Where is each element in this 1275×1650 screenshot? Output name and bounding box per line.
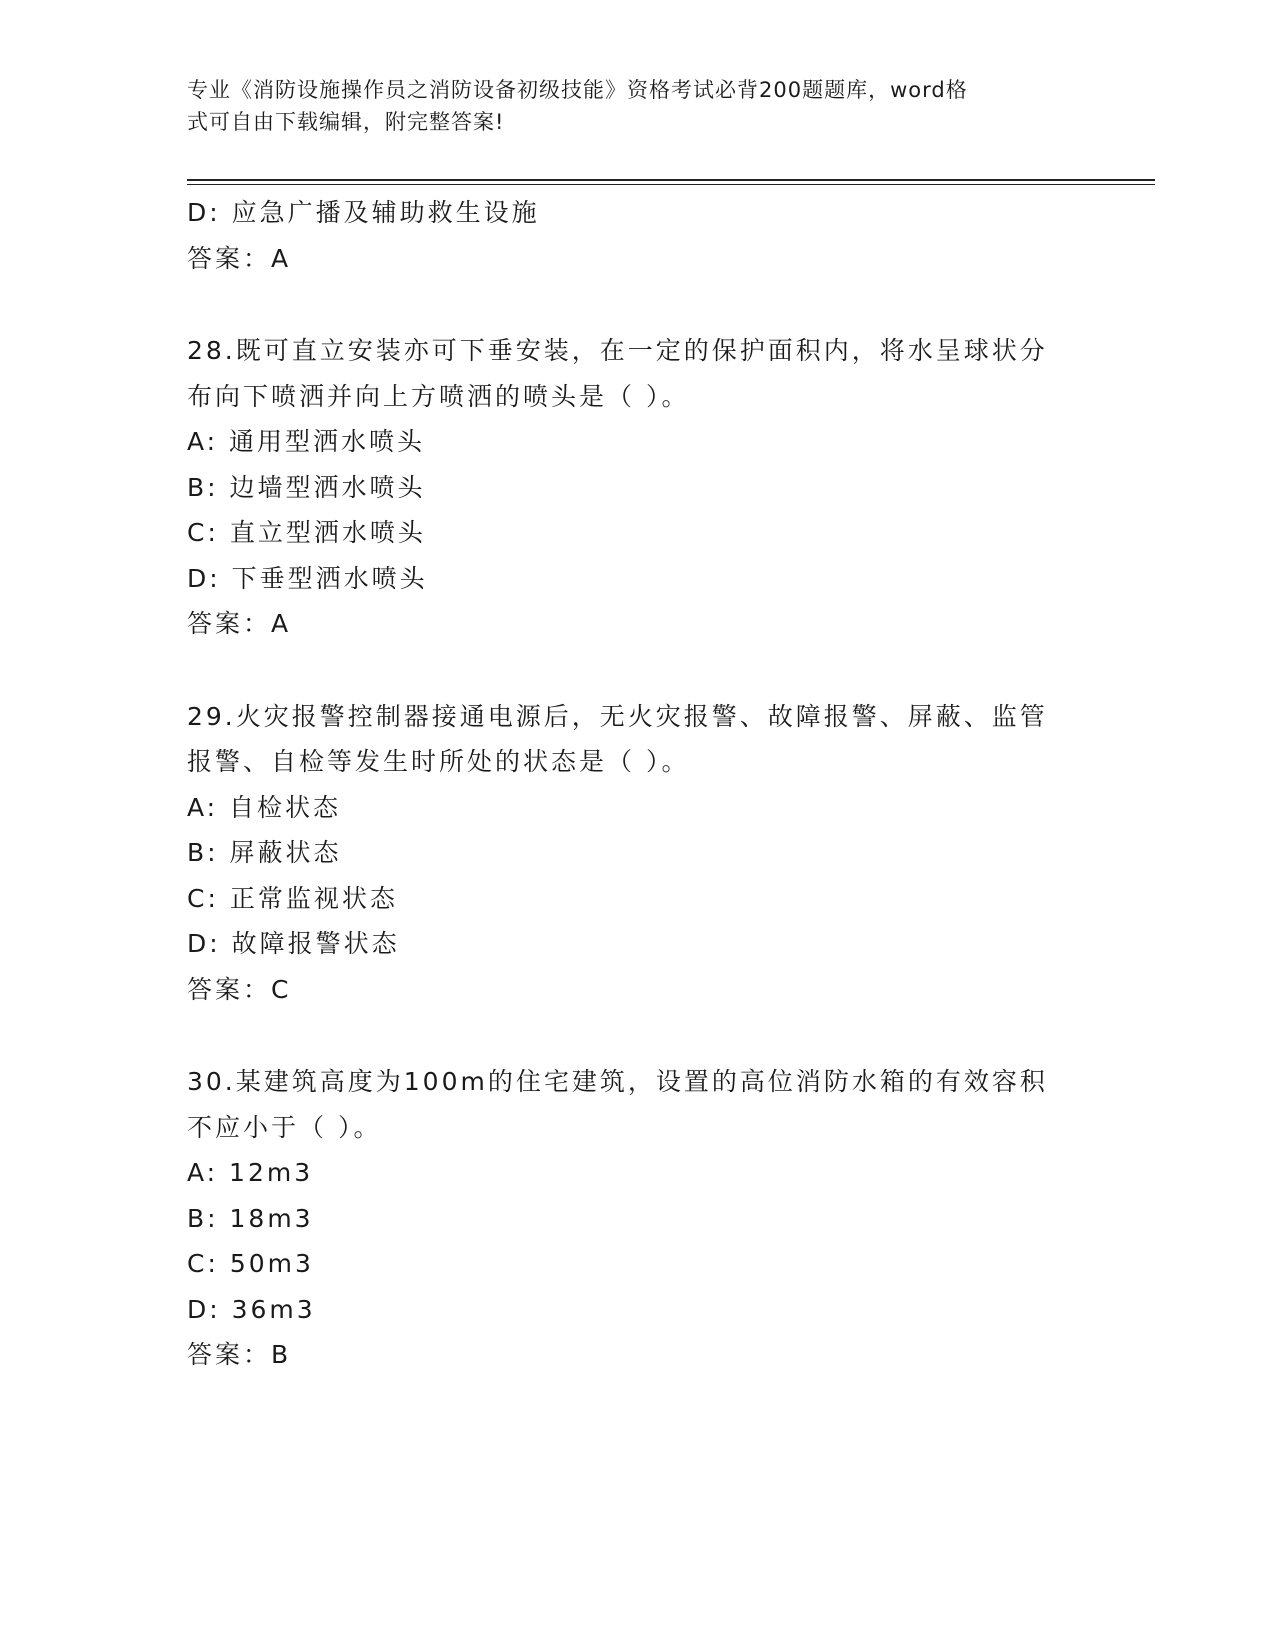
question-text-line-2: 报警、自检等发生时所处的状态是（ ）。 <box>187 747 690 776</box>
question-text-line-2: 不应小于（ ）。 <box>187 1112 382 1142</box>
header-line-1: 专业《消防设施操作员之消防设备初级技能》资格考试必背200题题库，word格 <box>187 78 968 102</box>
spacer <box>187 281 1077 328</box>
document-header <box>187 74 1067 138</box>
answer: 答案：B <box>187 1340 292 1369</box>
header-line-2: 式可自由下载编辑，附完整答案! <box>187 110 505 134</box>
option-a: A: 通用型洒水喷头 <box>187 427 426 456</box>
spacer <box>187 647 1077 694</box>
answer: 答案：A <box>187 609 292 638</box>
header-divider-thin <box>187 184 1155 185</box>
option-a: A: 自检状态 <box>187 792 342 822</box>
question-text-line-1: 28.既可直立安装亦可下垂安装，在一定的保护面积内，将水呈球状分 <box>187 336 1048 365</box>
question-30 <box>187 1059 1077 1378</box>
question-text-line-2: 布向下喷洒并向上方喷洒的喷头是（ ）。 <box>187 381 690 411</box>
answer: 答案：C <box>187 974 292 1004</box>
question-28 <box>187 328 1077 647</box>
question-text-line-1: 30.某建筑高度为100m的住宅建筑，设置的高位消防水箱的有效容积 <box>187 1067 1048 1096</box>
option-d: D: 36m3 <box>187 1294 316 1324</box>
option-c: C: 正常监视状态 <box>187 883 398 913</box>
spacer <box>187 1012 1077 1059</box>
option-b: B: 边墙型洒水喷头 <box>187 472 426 502</box>
option-a: A: 12m3 <box>187 1158 314 1187</box>
option-b: B: 屏蔽状态 <box>187 838 342 867</box>
option-c: C: 50m3 <box>187 1249 314 1278</box>
option-d: D: 下垂型洒水喷头 <box>187 563 428 593</box>
question-content <box>187 190 1077 1378</box>
question-29 <box>187 694 1077 1013</box>
option-d: D: 故障报警状态 <box>187 929 400 958</box>
question-text-line-1: 29.火灾报警控制器接通电源后，无火灾报警、故障报警、屏蔽、监管 <box>187 701 1048 731</box>
prev-question-option-d: D: 应急广播及辅助救生设施 <box>187 198 540 227</box>
header-divider-thick <box>187 179 1155 181</box>
prev-question-answer: 答案：A <box>187 243 292 273</box>
option-b: B: 18m3 <box>187 1203 314 1233</box>
option-c: C: 直立型洒水喷头 <box>187 518 426 547</box>
